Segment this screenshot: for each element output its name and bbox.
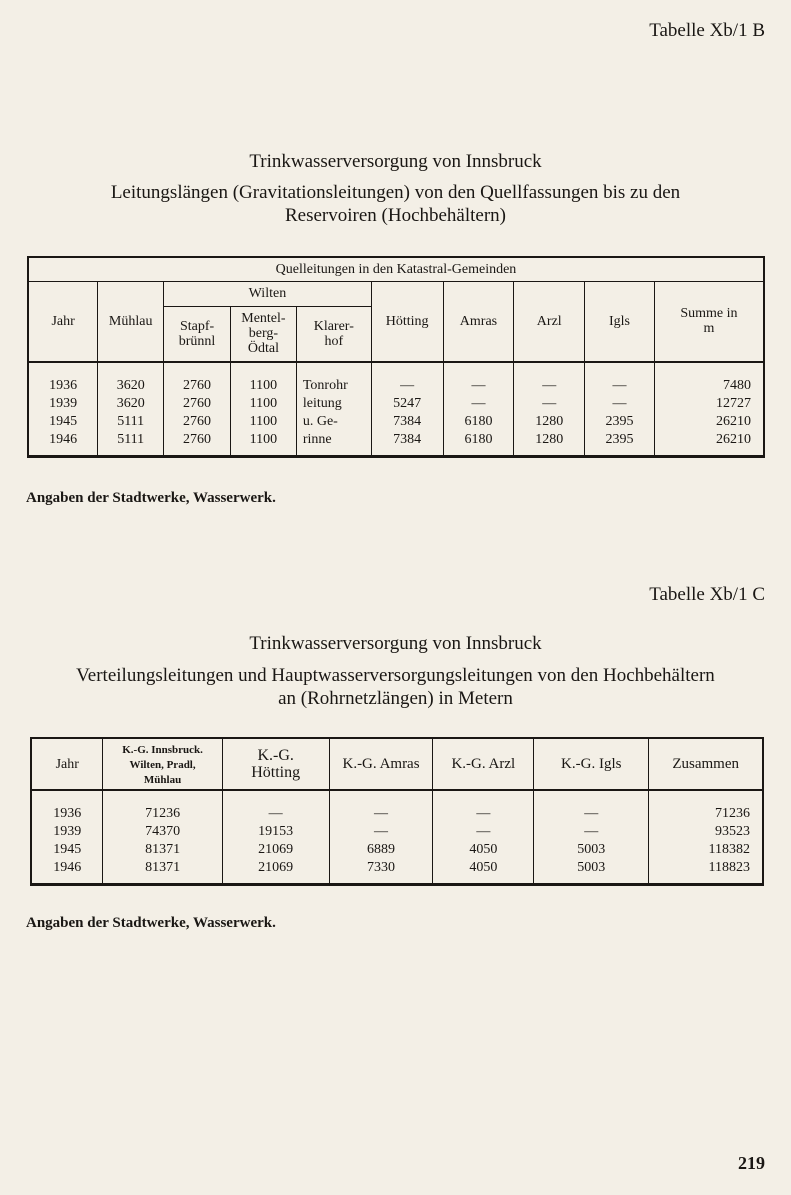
cell-hoetting: 7384	[371, 431, 443, 457]
cell-arzl: —	[433, 805, 534, 823]
table-c-header-kg-arzl: K.-G. Arzl	[433, 738, 534, 790]
table-row	[31, 859, 763, 885]
table-c-header-kg-amras: K.-G. Amras	[329, 738, 433, 790]
table-b-header-summe	[654, 281, 764, 362]
cell-igls: —	[534, 805, 649, 823]
cell-amras: 6180	[443, 413, 514, 431]
cell-arzl: 4050	[433, 859, 534, 885]
cell-klarer: u. Ge-	[296, 413, 371, 431]
page-number: 219	[738, 1153, 765, 1173]
table-b-header-klarer-line-1: Klarer-	[313, 318, 354, 334]
cell-hoetting: 19153	[222, 823, 329, 841]
table-c-source-note: Angaben der Stadtwerke, Wasserwerk.	[26, 915, 276, 931]
table-b-header-klarer-line-2: hof	[324, 333, 344, 349]
table-row	[28, 431, 764, 457]
table-b-subtitle-line-1: Leitungslängen (Gravitationsleitungen) von den Quellfassungen bis zu den	[110, 182, 681, 203]
table-c-tag: Tabelle Xb/1 C	[649, 584, 765, 605]
table-c-header-innsbruck-line-1: K.-G. Innsbruck.	[122, 743, 203, 756]
cell-jahr: 1946	[28, 431, 98, 457]
cell-amras: —	[329, 805, 433, 823]
table-row	[31, 805, 763, 823]
table-b-header-wilten: Wilten	[164, 281, 372, 306]
cell-igls: —	[585, 377, 655, 395]
cell-summe: 26210	[654, 431, 764, 457]
cell-muehlau: 3620	[98, 377, 164, 395]
cell-hoetting: —	[222, 805, 329, 823]
table-b-header-stapfbruennl	[164, 306, 231, 362]
cell-zusammen: 118382	[649, 841, 763, 859]
table-b-header-stapf-line-1: Stapf-	[179, 318, 215, 334]
cell-jahr: 1939	[31, 823, 103, 841]
table-b-header-group: Quelleitungen in den Katastral-Gemeinden	[28, 257, 764, 281]
table-c-header-innsbruck-line-2: Wilten, Pradl,	[129, 758, 196, 771]
cell-muehlau: 3620	[98, 395, 164, 413]
cell-hoetting: 7384	[371, 413, 443, 431]
cell-hoetting: 5247	[371, 395, 443, 413]
cell-jahr: 1936	[28, 377, 98, 395]
table-row	[31, 841, 763, 859]
table-c-header-hoetting-line-1: K.-G.	[257, 747, 294, 764]
table-b-header-summe-line-1: Summe in	[680, 306, 738, 322]
cell-hoetting: —	[371, 377, 443, 395]
cell-igls: 5003	[534, 841, 649, 859]
table-b-header-igls: Igls	[585, 281, 655, 362]
table-b-header-amras: Amras	[443, 281, 514, 362]
cell-klarer: Tonrohr	[296, 377, 371, 395]
table-b-source-pipe-lengths	[27, 256, 765, 458]
table-b-header-stapf-line-2: brünnl	[178, 333, 216, 349]
table-c-header-kg-igls: K.-G. Igls	[534, 738, 649, 790]
table-row	[28, 377, 764, 395]
cell-stapf: 2760	[164, 431, 231, 457]
table-b-subtitle-line-2: Reservoiren (Hochbehältern)	[284, 205, 507, 226]
table-b-header-mentel-line-2: berg-	[248, 326, 279, 342]
cell-arzl: 1280	[514, 413, 585, 431]
cell-jahr: 1945	[28, 413, 98, 431]
cell-summe: 7480	[654, 377, 764, 395]
cell-jahr: 1936	[31, 805, 103, 823]
cell-arzl: 1280	[514, 431, 585, 457]
table-b-header-mentel-line-1: Mentel-	[241, 311, 286, 327]
table-b-tag: Tabelle Xb/1 B	[649, 20, 765, 41]
cell-innsbruck: 81371	[103, 841, 222, 859]
cell-innsbruck: 81371	[103, 859, 222, 885]
cell-innsbruck: 71236	[103, 805, 222, 823]
table-c-subtitle-line-2: an (Rohrnetzlängen) in Metern	[278, 688, 513, 709]
cell-igls: —	[534, 823, 649, 841]
cell-innsbruck: 74370	[103, 823, 222, 841]
table-b-header-hoetting: Hötting	[371, 281, 443, 362]
table-c-distribution-pipe-lengths	[30, 737, 764, 886]
table-c-header-innsbruck-line-3: Mühlau	[143, 773, 182, 786]
table-c-header-kg-innsbruck	[103, 738, 222, 790]
cell-stapf: 2760	[164, 413, 231, 431]
cell-arzl: —	[433, 823, 534, 841]
cell-amras: 7330	[329, 859, 433, 885]
table-b-header-klarerhof	[296, 306, 371, 362]
table-c-subtitle-line-1: Verteilungsleitungen und Hauptwasserversorgungsleitungen von den Hochbehältern	[76, 665, 715, 686]
cell-amras: —	[443, 395, 514, 413]
table-b-header-mentelberg	[230, 306, 296, 362]
table-c-header-kg-hoetting	[222, 738, 329, 790]
table-b-header-mentel-line-3: Ödtal	[247, 341, 279, 357]
table-b-source-note: Angaben der Stadtwerke, Wasserwerk.	[26, 490, 276, 506]
cell-stapf: 2760	[164, 377, 231, 395]
cell-mentel: 1100	[230, 377, 296, 395]
cell-muehlau: 5111	[98, 431, 164, 457]
cell-hoetting: 21069	[222, 841, 329, 859]
cell-jahr: 1939	[28, 395, 98, 413]
cell-stapf: 2760	[164, 395, 231, 413]
table-b-title: Trinkwasserversorgung von Innsbruck	[249, 151, 542, 172]
cell-zusammen: 93523	[649, 823, 763, 841]
cell-klarer: rinne	[296, 431, 371, 457]
cell-igls: 2395	[585, 413, 655, 431]
cell-amras: 6889	[329, 841, 433, 859]
cell-summe: 26210	[654, 413, 764, 431]
cell-arzl: —	[514, 395, 585, 413]
cell-jahr: 1945	[31, 841, 103, 859]
cell-zusammen: 71236	[649, 805, 763, 823]
table-c-header-hoetting-line-2: Hötting	[251, 764, 301, 781]
table-row	[28, 413, 764, 431]
table-row	[31, 823, 763, 841]
cell-summe: 12727	[654, 395, 764, 413]
table-c-header-zusammen: Zusammen	[649, 738, 763, 790]
cell-arzl: 4050	[433, 841, 534, 859]
cell-igls: —	[585, 395, 655, 413]
cell-arzl: —	[514, 377, 585, 395]
cell-igls: 5003	[534, 859, 649, 885]
cell-amras: —	[329, 823, 433, 841]
table-c-header-jahr: Jahr	[31, 738, 103, 790]
table-b-header-summe-line-2: m	[703, 321, 715, 337]
table-b-header-muehlau: Mühlau	[98, 281, 164, 362]
cell-zusammen: 118823	[649, 859, 763, 885]
cell-amras: 6180	[443, 431, 514, 457]
cell-muehlau: 5111	[98, 413, 164, 431]
table-c-title: Trinkwasserversorgung von Innsbruck	[249, 633, 542, 654]
table-b-header-jahr: Jahr	[28, 281, 98, 362]
cell-klarer: leitung	[296, 395, 371, 413]
cell-mentel: 1100	[230, 431, 296, 457]
cell-jahr: 1946	[31, 859, 103, 885]
cell-hoetting: 21069	[222, 859, 329, 885]
cell-mentel: 1100	[230, 395, 296, 413]
table-row	[28, 395, 764, 413]
cell-amras: —	[443, 377, 514, 395]
table-b-header-arzl: Arzl	[514, 281, 585, 362]
cell-mentel: 1100	[230, 413, 296, 431]
cell-igls: 2395	[585, 431, 655, 457]
